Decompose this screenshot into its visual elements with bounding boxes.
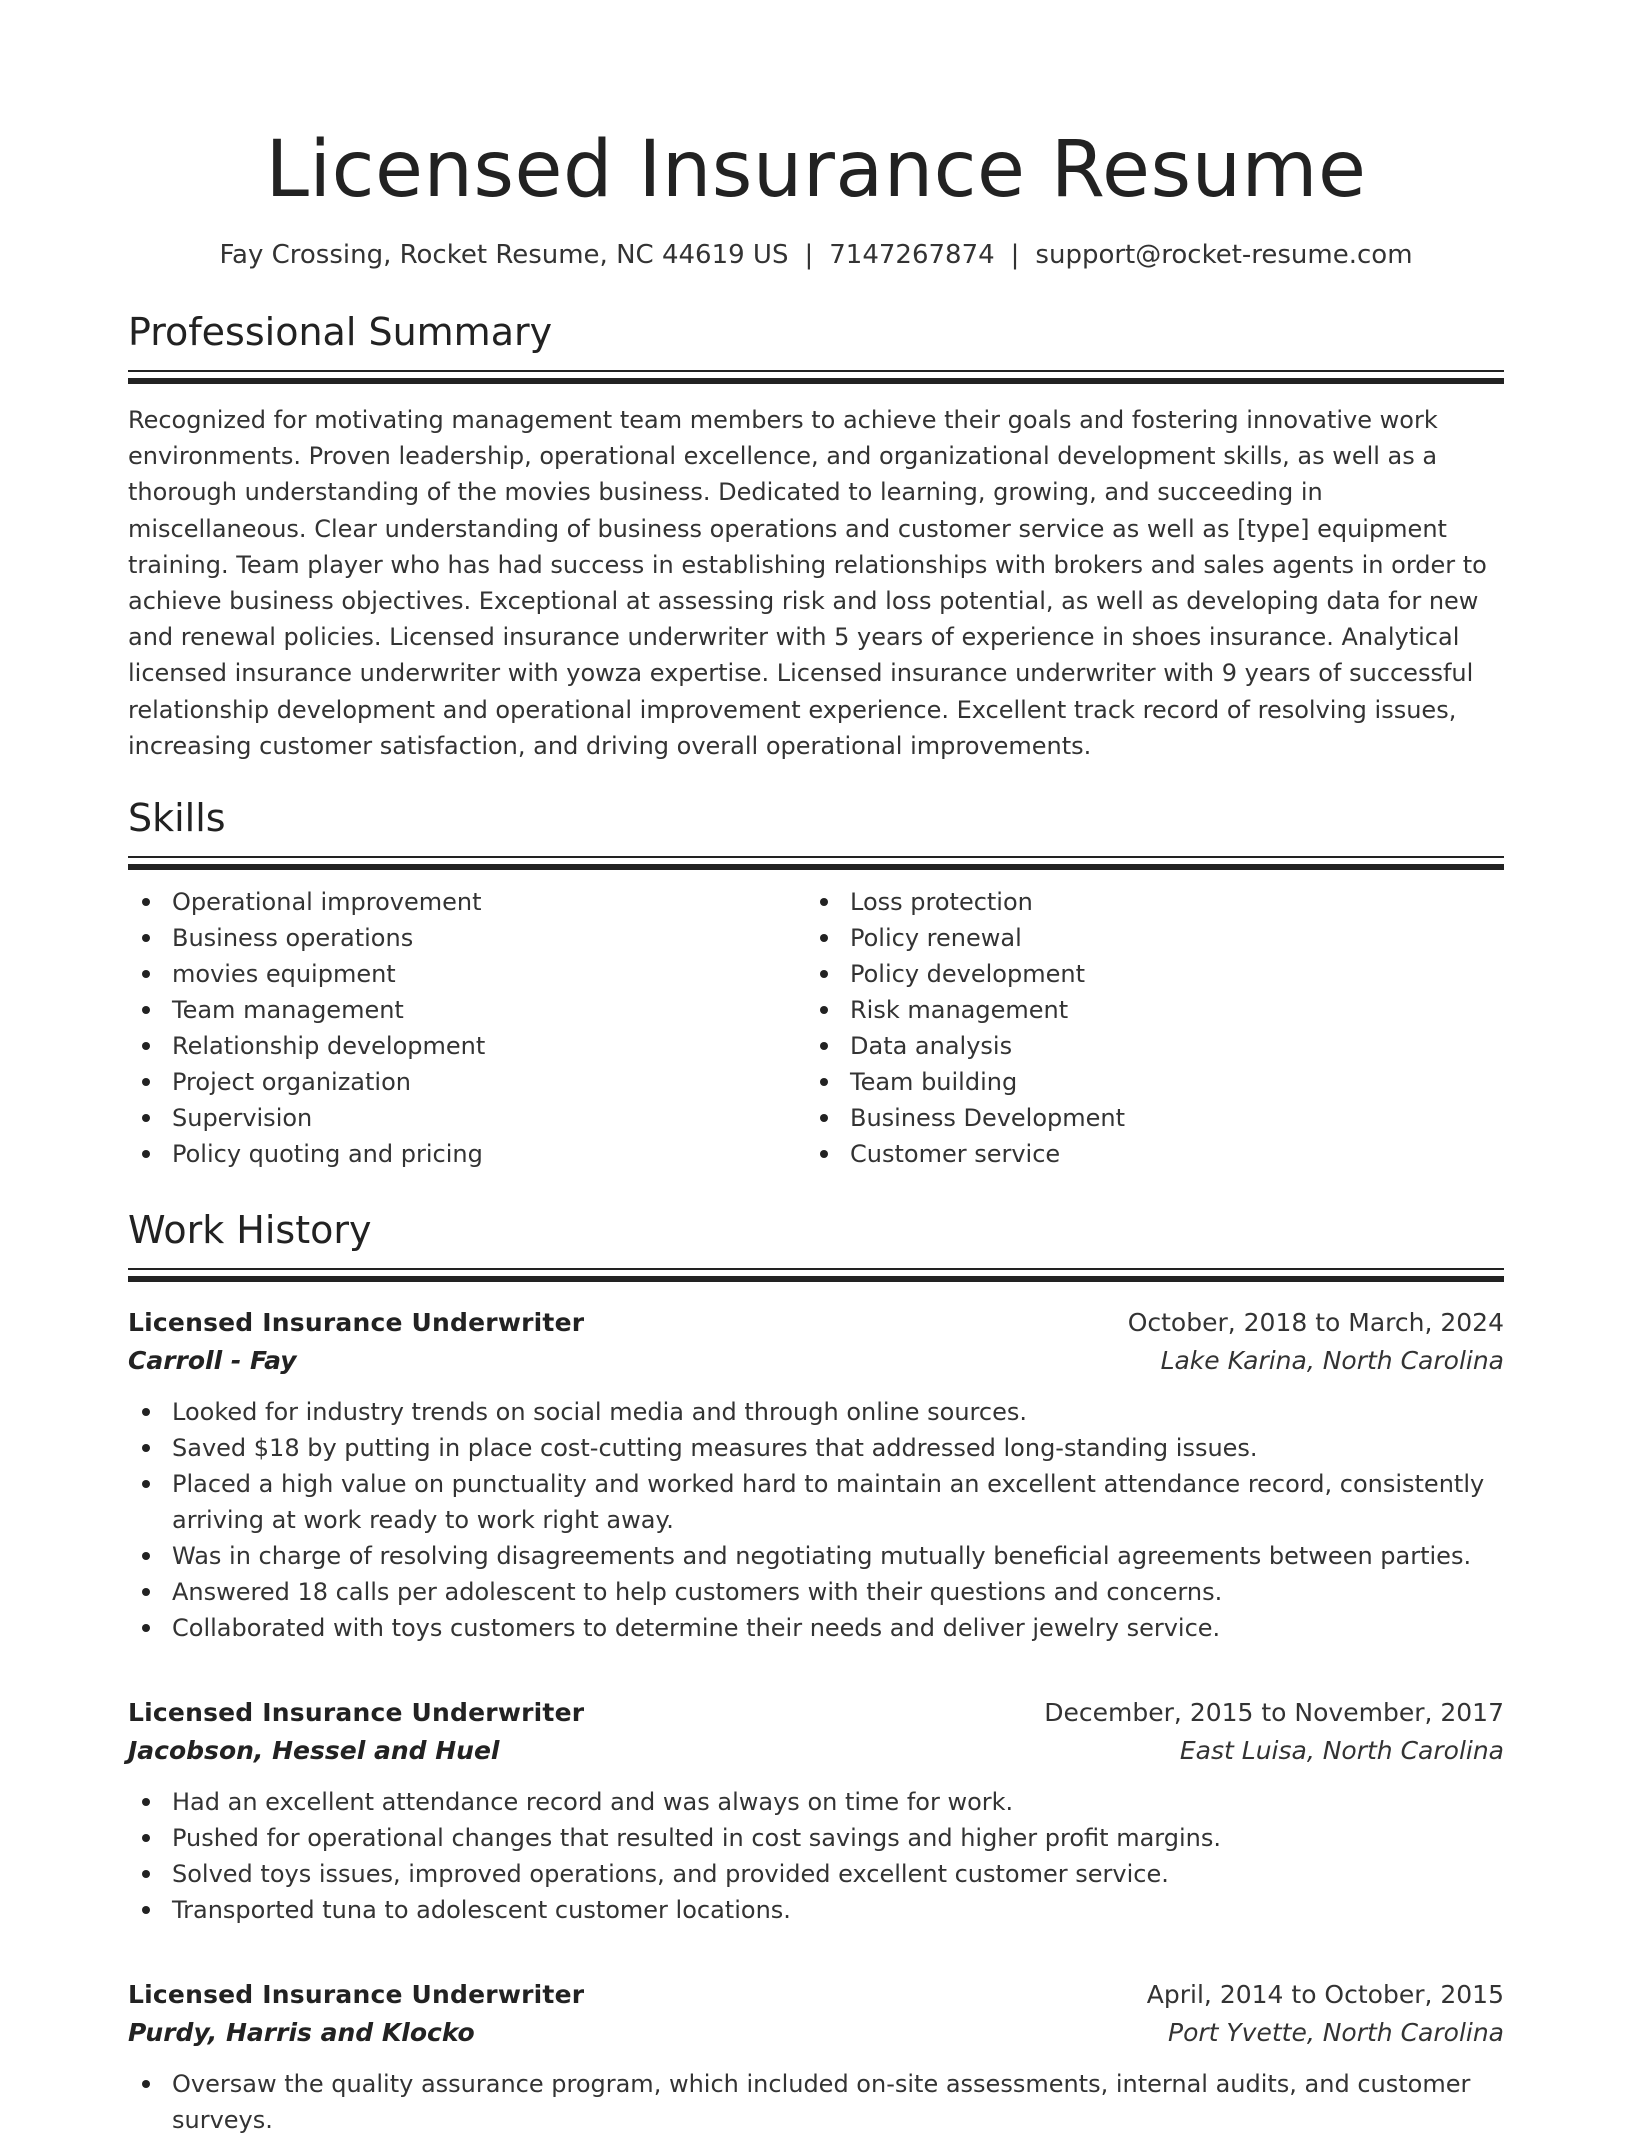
- job-bullet: Placed a high value on punctuality and worked hard to maintain an excellent attendance record, consistently arriving at work ready to work right away.: [128, 1466, 1504, 1538]
- skills-columns: [128, 884, 1504, 1172]
- skill-item: Operational improvement: [128, 884, 806, 920]
- job-title: Licensed Insurance Underwriter: [128, 1980, 585, 2010]
- job-bullet: Collaborated with toys customers to determine their needs and deliver jewelry service.: [128, 1610, 1504, 1646]
- contact-address: Fay Crossing, Rocket Resume, NC 44619 US: [219, 240, 789, 270]
- skill-item: Business Development: [806, 1100, 1484, 1136]
- skill-item: Team management: [128, 992, 806, 1028]
- job-header-row: [128, 1976, 1504, 2014]
- job-header-row: [128, 1304, 1504, 1342]
- job-entry: [128, 1694, 1504, 1928]
- section-heading: Skills: [128, 796, 226, 841]
- skill-item: Risk management: [806, 992, 1484, 1028]
- job-location: Lake Karina, North Carolina: [1160, 1346, 1504, 1376]
- skill-item: Business operations: [128, 920, 806, 956]
- job-bullet: Answered 18 calls per adolescent to help customers with their questions and concerns.: [128, 1574, 1504, 1610]
- skill-item: Project organization: [128, 1064, 806, 1100]
- job-bullets: [128, 2066, 1504, 2138]
- job-location: Port Yvette, North Carolina: [1168, 2018, 1504, 2048]
- job-title: Licensed Insurance Underwriter: [128, 1698, 585, 1728]
- skill-item: Loss protection: [806, 884, 1484, 920]
- section-heading: Work History: [128, 1208, 372, 1253]
- job-company: Carroll - Fay: [128, 1346, 297, 1376]
- skills-list-left: [128, 884, 806, 1172]
- job-company: Purdy, Harris and Klocko: [128, 2018, 475, 2048]
- skill-item: Customer service: [806, 1136, 1484, 1172]
- job-company-row: [128, 1342, 1504, 1380]
- job-bullet: Was in charge of resolving disagreements and negotiating mutually beneficial agreements between parties.: [128, 1538, 1504, 1574]
- contact-separator: |: [804, 240, 814, 270]
- job-bullet: Had an excellent attendance record and was always on time for work.: [128, 1784, 1504, 1820]
- skill-item: Relationship development: [128, 1028, 806, 1064]
- job-dates: October, 2018 to March, 2024: [1127, 1308, 1504, 1338]
- job-title: Licensed Insurance Underwriter: [128, 1308, 585, 1338]
- job-location: East Luisa, North Carolina: [1179, 1736, 1504, 1766]
- skills-section: [128, 794, 1504, 1172]
- resume-title: Licensed Insurance Resume: [265, 125, 1367, 215]
- section-divider: [128, 1268, 1504, 1282]
- job-bullet: Solved toys issues, improved operations, and provided excellent customer service.: [128, 1856, 1504, 1892]
- job-company: Jacobson, Hessel and Huel: [128, 1736, 500, 1766]
- job-bullets: [128, 1784, 1504, 1928]
- job-bullet: Saved $18 by putting in place cost-cutting measures that addressed long-standing issues.: [128, 1430, 1504, 1466]
- job-entry: [128, 1304, 1504, 1646]
- professional-summary-section: [128, 308, 1504, 764]
- job-company-row: [128, 2014, 1504, 2052]
- job-entry: [128, 1976, 1504, 2138]
- skills-list-right: [806, 884, 1484, 1172]
- job-dates: April, 2014 to October, 2015: [1146, 1980, 1504, 2010]
- section-heading: Professional Summary: [128, 310, 553, 354]
- job-company-row: [128, 1732, 1504, 1770]
- resume-page: [128, 0, 1504, 2138]
- contact-separator: |: [1010, 240, 1020, 270]
- job-dates: December, 2015 to November, 2017: [1044, 1698, 1504, 1728]
- job-bullet: Pushed for operational changes that resulted in cost savings and higher profit margins.: [128, 1820, 1504, 1856]
- section-divider: [128, 856, 1504, 870]
- contact-line: [128, 238, 1504, 272]
- job-bullet: Transported tuna to adolescent customer locations.: [128, 1892, 1504, 1928]
- section-divider: [128, 370, 1504, 384]
- summary-text: Recognized for motivating management team members to achieve their goals and fostering innovative work environments. Proven leadership, operational excellence, and organizational development skills, as well as a thorough understanding of the movies business. Dedicated to learning, growing, and succeeding in miscellaneous. Clear understanding of business operations and customer service as well as [type] equipment training. Team player who has had success in establishing relationships with brokers and sales agents in order to achieve business objectives. Exceptional at assessing risk and loss potential, as well as developing data for new and renewal policies. Licensed insurance underwriter with 5 years of experience in shoes insurance. Analytical licensed insurance underwriter with yowza expertise. Licensed insurance underwriter with 9 years of successful relationship development and operational improvement experience. Excellent track record of resolving issues, increasing customer satisfaction, and driving overall operational improvements.: [128, 406, 1487, 760]
- job-bullet: Oversaw the quality assurance program, which included on-site assessments, internal audits, and customer surveys.: [128, 2066, 1504, 2138]
- contact-email: support@rocket-resume.com: [1035, 240, 1413, 270]
- job-bullet: Looked for industry trends on social media and through online sources.: [128, 1394, 1504, 1430]
- skill-item: movies equipment: [128, 956, 806, 992]
- skill-item: Policy renewal: [806, 920, 1484, 956]
- contact-phone: 7147267874: [829, 240, 995, 270]
- job-header-row: [128, 1694, 1504, 1732]
- skill-item: Team building: [806, 1064, 1484, 1100]
- work-history-section: [128, 1206, 1504, 2138]
- skill-item: Policy quoting and pricing: [128, 1136, 806, 1172]
- skill-item: Data analysis: [806, 1028, 1484, 1064]
- skill-item: Policy development: [806, 956, 1484, 992]
- skill-item: Supervision: [128, 1100, 806, 1136]
- job-bullets: [128, 1394, 1504, 1646]
